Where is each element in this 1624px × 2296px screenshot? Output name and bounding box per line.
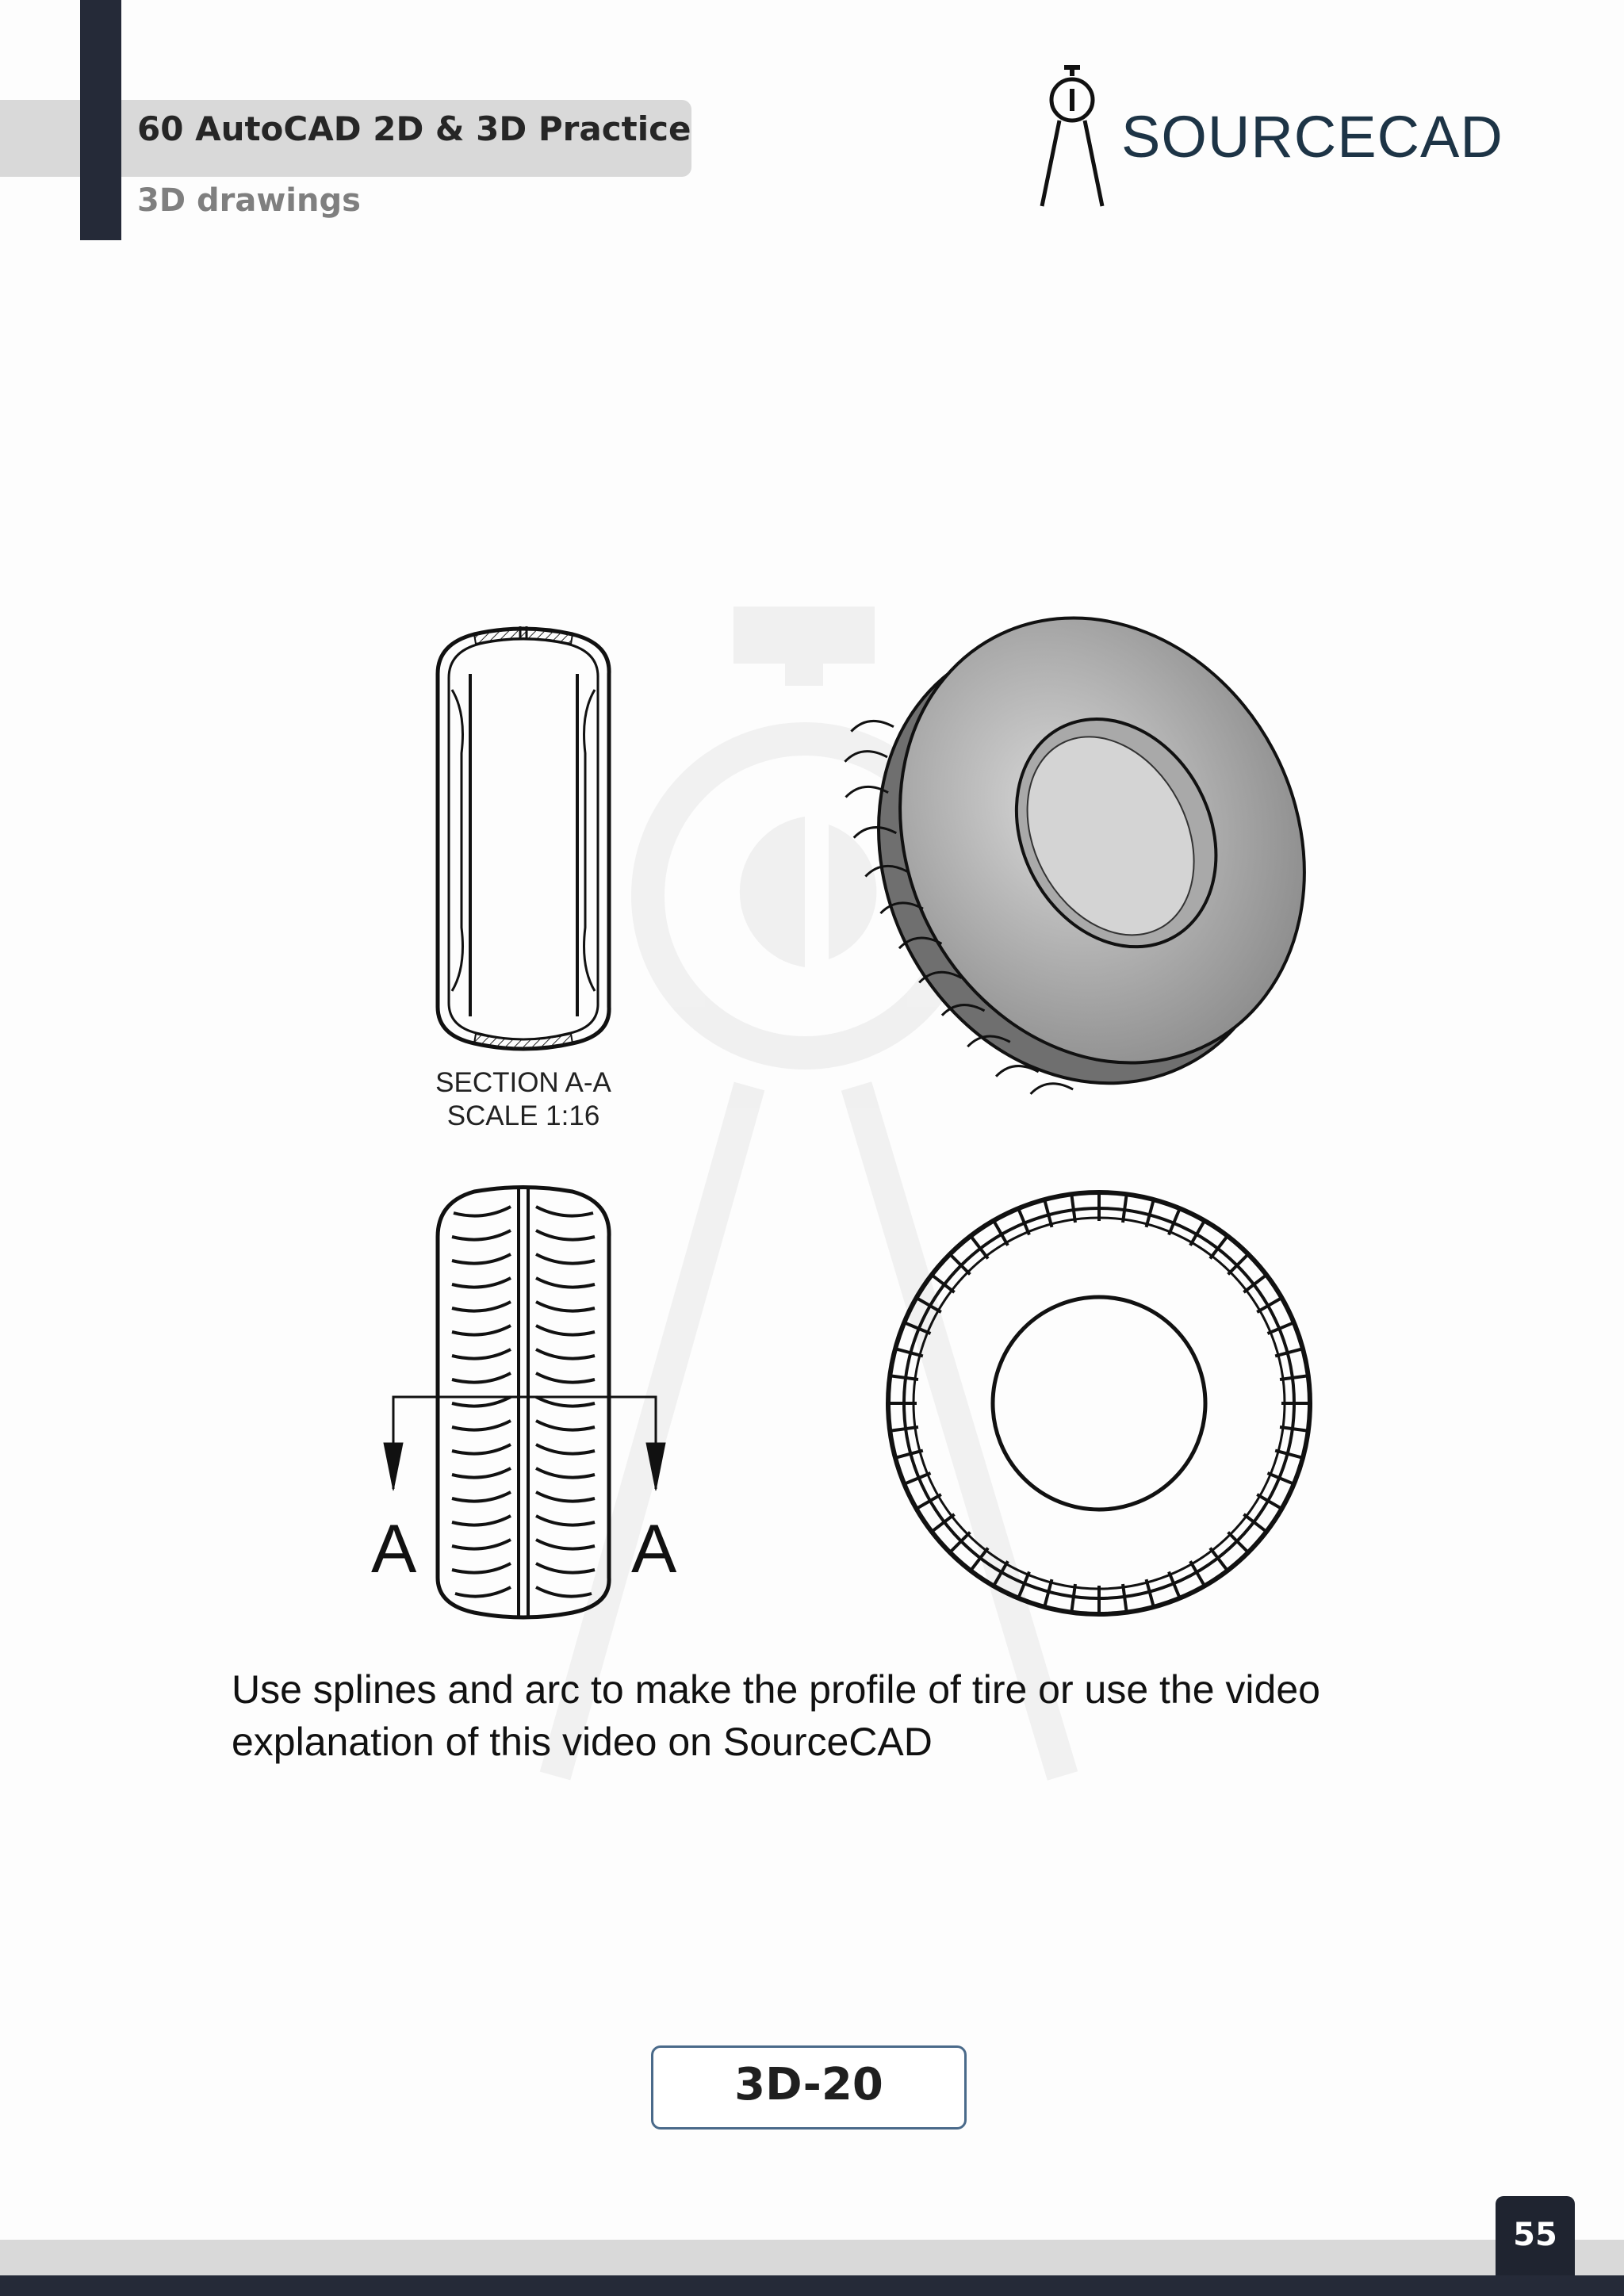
section-caption-scale: SCALE 1:16 [446,1100,600,1131]
document-title: 60 AutoCAD 2D & 3D Practice [137,109,691,148]
instruction-line-2: explanation of this video on SourceCAD [232,1720,933,1764]
footer-band [0,2240,1624,2275]
isometric-tire [791,546,1385,1158]
document-subtitle: 3D drawings [137,182,361,219]
section-view-tire [438,626,609,1049]
footer-bottom-bar [0,2275,1624,2296]
section-marker-right: A [631,1511,677,1587]
exercise-label-box [651,2045,967,2130]
page-number: 55 [1513,2217,1557,2253]
section-caption [412,1066,634,1133]
exercise-label: 3D-20 [734,2059,883,2110]
instruction-line-1: Use splines and arc to make the profile of tire or use the video [232,1667,1320,1712]
page-number-badge [1496,2196,1575,2275]
section-marker-left: A [371,1511,417,1587]
section-caption-title: SECTION A-A [435,1067,611,1098]
brand-logo-text: SOURCECAD [1121,104,1503,170]
instruction-text [232,1663,1469,1768]
